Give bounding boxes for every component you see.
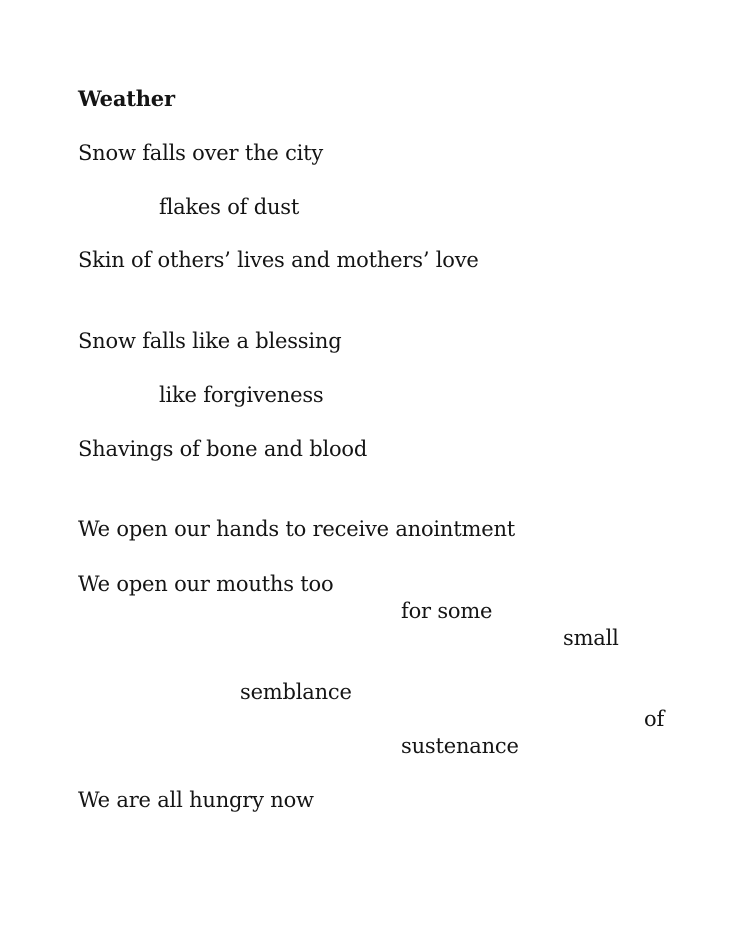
poem-line: flakes of dust xyxy=(159,195,300,219)
poem-line: like forgiveness xyxy=(159,383,324,407)
poem-line: of xyxy=(644,707,665,731)
poem-line: for some xyxy=(401,599,493,623)
poem-line: semblance xyxy=(240,680,352,704)
poem-line: We are all hungry now xyxy=(78,788,314,812)
poem-line: sustenance xyxy=(401,734,519,758)
poem-title: Weather xyxy=(78,86,175,111)
poem-line: We open our mouths too xyxy=(78,572,334,596)
poem-line: Skin of others’ lives and mothers’ love xyxy=(78,248,479,272)
poem-line: We open our hands to receive anointment xyxy=(78,517,516,541)
poem-line: small xyxy=(563,626,619,650)
poem-line: Snow falls like a blessing xyxy=(78,329,342,353)
poem-line: Snow falls over the city xyxy=(78,141,324,165)
poem-line: Shavings of bone and blood xyxy=(78,437,368,461)
